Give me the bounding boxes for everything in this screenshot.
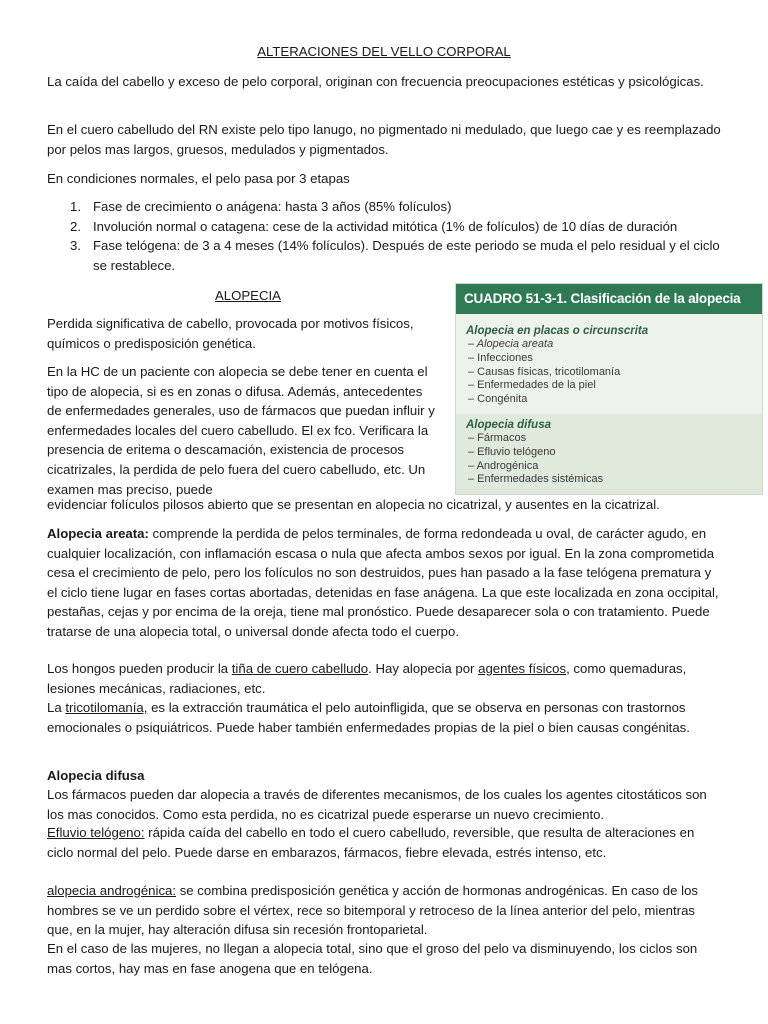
hongos-paragraph: Los hongos pueden producir la tiña de cuero cabelludo. Hay alopecia por agentes físicos, como quemaduras, lesiones mecánicas, radiaciones, etc. [47,661,687,696]
stages-list [47,197,723,275]
table-section-circunscrita [456,314,762,414]
alopecia-hc-paragraph: En la HC de un paciente con alopecia se debe tener en cuenta el tipo de alopecia, si es en zonas o difusa. Además, antecedentes de enfermedades generales, uso de fármacos que puedan influir y enfermedades locales del cuero cabelludo. El ex fco. Verificara la presencia de eritema o descamación, existencia de procesos cicatrizales, la perdida de pelo fuera del cuero cabelludo, etc. Un examen mas preciso, puede [47,364,435,497]
table-category: Alopecia en placas o circunscrita [466,325,649,337]
table-title: CUADRO 51-3-1. Clasificación de la alopecia [456,284,762,314]
list-item: 1. Fase de crecimiento o anágena: hasta 3 años (85% folículos) [70,199,452,214]
difusa-heading: Alopecia difusa [47,768,145,783]
androgenica-term: alopecia androgénica: [47,883,177,898]
mujeres-paragraph: En el caso de las mujeres, no llegan a alopecia total, sino que el groso del pelo va disminuyendo, los ciclos son mas cortos, hay mas en fase anogena que en telógena. [47,941,698,976]
efluvio-paragraph: Efluvio telógeno: rápida caída del cabello en todo el cuero cabelludo, reversible, que resulta de alteraciones en ciclo normal del pelo. Puede darse en embarazos, fármacos, fiebre elevada, estrés intenso, etc. [47,825,695,860]
intro-paragraph-1: La caída del cabello y exceso de pelo corporal, originan con frecuencia preocupaciones estéticas y psicológicas. [47,74,704,89]
tricotilomania-paragraph: La tricotilomanía, es la extracción traumática el pelo autoinfligida, que se observa en personas con trastornos emocionales o psiquiátricos. Puede haber también enfermedades propias de la piel o bien causas congénitas. [47,700,690,735]
tina-term: tiña de cuero cabelludo [231,661,369,676]
table-category: Alopecia difusa [466,419,551,431]
table-item: – Enfermedades de la piel [468,379,596,392]
table-item: – Enfermedades sistémicas [468,473,604,486]
list-item: 3. Fase telógena: de 3 a 4 meses (14% folículos). Después de este periodo se muda el pelo residual y el ciclo se restablece. [70,238,720,273]
areata-label: Alopecia areata: [47,526,149,541]
alopecia-heading: ALOPECIA [215,288,281,303]
difusa-paragraph: Los fármacos pueden dar alopecia a través de diferentes mecanismos, de los cuales los agentes citostáticos son los mas conocidos. Como esta perdida, no es cicatrizal puede esperarse un nuevo crecimiento. [47,787,707,822]
table-section-difusa [456,414,762,494]
page-title: ALTERACIONES DEL VELLO CORPORAL [257,44,511,59]
intro-paragraph-3: En condiciones normales, el pelo pasa por 3 etapas [47,171,350,186]
tricotilomania-term: tricotilomanía, [65,700,148,715]
efluvio-term: Efluvio telógeno: [47,825,145,840]
table-item: – Causas físicas, tricotilomanía [468,365,621,378]
list-item: 2. Involución normal o catagena: cese de la actividad mitótica (1% de folículos) de 10 días de duración [70,218,678,234]
table-item: – Alopecia areata [468,338,554,350]
androgenica-paragraph: alopecia androgénica: se combina predisposición genética y acción de hormonas androgénicas. En caso de los hombres se ve un perdido sobre el vértex, rece so bitemporal y retroceso de la línea anterior del pelo, mientras que, en la mujer, hay alteración difusa sin recesión frontoparietal. [47,883,698,938]
areata-paragraph: Alopecia areata: comprende la perdida de pelos terminales, de forma redondeada u oval, de carácter agudo, en cualquier localización, con inflamación escasa o nula que afecta ambos sexos por igual. En la zona comprometida cesa el crecimiento de pelo, pero los folículos no son destruidos, pues han pasado a la fase telógena prematura y el ciclo tiene lugar en fases cortas abortadas, detenidas en fase anágena. La que este localizada en zona occipital, pestañas, cejas y por encima de la oreja, tiene mal pronóstico. Puede desaparecer sola o con tratamiento. Puede tratarse de una alopecia total, o universal donde afecta todo el cuerpo. [47,526,719,639]
table-item: – Fármacos [468,432,527,444]
table-item: – Efluvio telógeno [468,445,556,458]
alopecia-hc-end: evidenciar folículos pilosos abierto que se presentan en alopecia no cicatrizal, y ausentes en la cicatrizal. [47,497,660,512]
alopecia-definition: Perdida significativa de cabello, provocada por motivos físicos, químicos o predisposición genética. [47,316,414,351]
agentes-fisicos-term: agentes físicos [478,661,567,676]
table-item: – Congénita [468,393,528,406]
table-item: – Infecciones [468,351,533,364]
intro-paragraph-2: En el cuero cabelludo del RN existe pelo tipo lanugo, no pigmentado ni medulado, que luego cae y es reemplazado por pelos mas largos, gruesos, medulados y pigmentados. [47,122,721,157]
table-item: – Androgénica [468,459,539,472]
classification-table-figure [455,283,763,495]
